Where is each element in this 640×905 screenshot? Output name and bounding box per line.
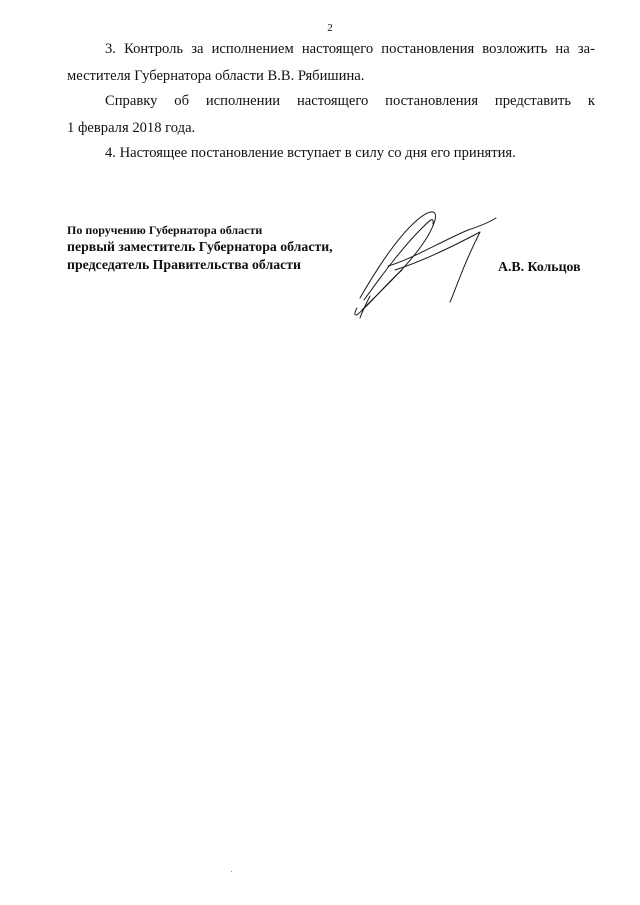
paragraph-3-word: настоящего	[301, 41, 374, 57]
paragraph-3	[67, 36, 595, 90]
paragraph-3-word: за-	[577, 41, 595, 57]
paragraph-3-word: за	[191, 41, 204, 57]
paragraph-report-line-2: 1 февраля 2018 года.	[67, 120, 196, 136]
paragraph-report-line-1	[67, 88, 595, 115]
scan-speck	[231, 871, 232, 872]
paragraph-3-line-1	[67, 36, 595, 63]
signatory-name: А.В. Кольцов	[498, 259, 581, 274]
paragraph-report-word: исполнении	[205, 93, 281, 109]
paragraph-3-word: Контроль	[124, 41, 184, 57]
signature-block	[67, 222, 333, 274]
handwritten-signature	[340, 200, 510, 330]
paragraph-report	[67, 88, 595, 142]
paragraph-report-word: настоящего	[296, 93, 369, 109]
paragraph-3-word: на	[555, 41, 570, 57]
position-line-2: председатель Правительства области	[67, 257, 301, 272]
paragraph-4-text: 4. Настоящее постановление вступает в силу со дня его принятия.	[105, 145, 516, 161]
paragraph-report-word: Справку	[105, 93, 158, 109]
paragraph-4	[67, 140, 595, 167]
paragraph-report-word: постановления	[385, 93, 479, 109]
paragraph-3-word: возложить	[482, 41, 548, 57]
paragraph-3-line-2: местителя Губернатора области В.В. Рябишина.	[67, 68, 365, 84]
paragraph-3-word: 3.	[105, 41, 116, 57]
paragraph-report-word: об	[174, 93, 189, 109]
by-order-line: По поручению Губернатора области	[67, 223, 263, 237]
page-number: 2	[327, 22, 333, 34]
position-line-1: первый заместитель Губернатора области,	[67, 239, 333, 254]
paragraph-3-word: исполнением	[211, 41, 294, 57]
paragraph-report-word: представить	[494, 93, 571, 109]
paragraph-report-word: к	[587, 93, 595, 109]
paragraph-3-word: постановления	[381, 41, 475, 57]
